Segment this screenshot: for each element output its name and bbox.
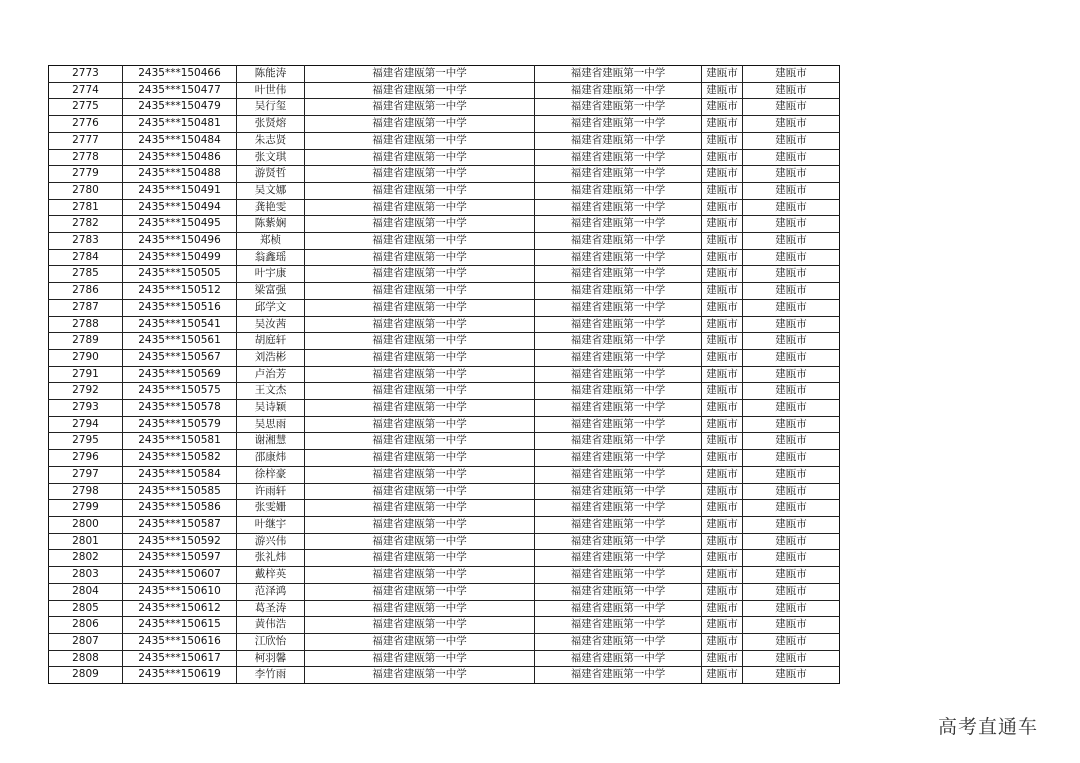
cell-seq: 2780: [49, 182, 123, 199]
cell-name: 范泽鸿: [237, 583, 305, 600]
cell-city: 建瓯市: [743, 383, 840, 400]
cell-exam-no: 2435***150575: [123, 383, 237, 400]
cell-graduated-school: 福建省建瓯第一中学: [305, 233, 535, 250]
cell-graduated-school: 福建省建瓯第一中学: [305, 299, 535, 316]
cell-district: 建瓯市: [702, 132, 743, 149]
cell-name: 陈能涛: [237, 66, 305, 83]
cell-seq: 2783: [49, 233, 123, 250]
cell-school: 福建省建瓯第一中学: [535, 567, 702, 584]
cell-school: 福建省建瓯第一中学: [535, 400, 702, 417]
cell-seq: 2809: [49, 667, 123, 684]
table-row: [49, 433, 840, 450]
cell-name: 张文琪: [237, 149, 305, 166]
cell-graduated-school: 福建省建瓯第一中学: [305, 516, 535, 533]
cell-seq: 2775: [49, 99, 123, 116]
cell-seq: 2790: [49, 349, 123, 366]
cell-exam-no: 2435***150592: [123, 533, 237, 550]
cell-graduated-school: 福建省建瓯第一中学: [305, 82, 535, 99]
cell-exam-no: 2435***150581: [123, 433, 237, 450]
cell-graduated-school: 福建省建瓯第一中学: [305, 433, 535, 450]
cell-name: 吴思雨: [237, 416, 305, 433]
cell-district: 建瓯市: [702, 233, 743, 250]
cell-seq: 2785: [49, 266, 123, 283]
cell-graduated-school: 福建省建瓯第一中学: [305, 216, 535, 233]
cell-city: 建瓯市: [743, 483, 840, 500]
cell-school: 福建省建瓯第一中学: [535, 99, 702, 116]
cell-district: 建瓯市: [702, 416, 743, 433]
cell-school: 福建省建瓯第一中学: [535, 82, 702, 99]
cell-name: 邱学文: [237, 299, 305, 316]
cell-seq: 2778: [49, 149, 123, 166]
cell-exam-no: 2435***150477: [123, 82, 237, 99]
table-row: [49, 383, 840, 400]
cell-district: 建瓯市: [702, 383, 743, 400]
cell-exam-no: 2435***150579: [123, 416, 237, 433]
table-row: [49, 400, 840, 417]
cell-district: 建瓯市: [702, 633, 743, 650]
cell-district: 建瓯市: [702, 650, 743, 667]
cell-graduated-school: 福建省建瓯第一中学: [305, 500, 535, 517]
cell-school: 福建省建瓯第一中学: [535, 466, 702, 483]
cell-district: 建瓯市: [702, 600, 743, 617]
cell-exam-no: 2435***150587: [123, 516, 237, 533]
cell-exam-no: 2435***150607: [123, 567, 237, 584]
cell-school: 福建省建瓯第一中学: [535, 633, 702, 650]
table-row: [49, 283, 840, 300]
cell-exam-no: 2435***150505: [123, 266, 237, 283]
cell-school: 福建省建瓯第一中学: [535, 266, 702, 283]
cell-school: 福建省建瓯第一中学: [535, 199, 702, 216]
cell-school: 福建省建瓯第一中学: [535, 333, 702, 350]
cell-exam-no: 2435***150569: [123, 366, 237, 383]
cell-district: 建瓯市: [702, 249, 743, 266]
cell-seq: 2804: [49, 583, 123, 600]
cell-city: 建瓯市: [743, 299, 840, 316]
table-row: [49, 249, 840, 266]
table-row: [49, 116, 840, 133]
cell-seq: 2784: [49, 249, 123, 266]
cell-district: 建瓯市: [702, 166, 743, 183]
cell-seq: 2782: [49, 216, 123, 233]
cell-district: 建瓯市: [702, 500, 743, 517]
table-row: [49, 349, 840, 366]
cell-graduated-school: 福建省建瓯第一中学: [305, 166, 535, 183]
table-row: [49, 216, 840, 233]
cell-city: 建瓯市: [743, 216, 840, 233]
cell-graduated-school: 福建省建瓯第一中学: [305, 466, 535, 483]
cell-exam-no: 2435***150561: [123, 333, 237, 350]
table-row: [49, 516, 840, 533]
cell-name: 游兴伟: [237, 533, 305, 550]
cell-seq: 2789: [49, 333, 123, 350]
cell-city: 建瓯市: [743, 533, 840, 550]
cell-school: 福建省建瓯第一中学: [535, 617, 702, 634]
cell-exam-no: 2435***150615: [123, 617, 237, 634]
table-row: [49, 66, 840, 83]
cell-graduated-school: 福建省建瓯第一中学: [305, 266, 535, 283]
cell-exam-no: 2435***150484: [123, 132, 237, 149]
cell-exam-no: 2435***150586: [123, 500, 237, 517]
cell-city: 建瓯市: [743, 116, 840, 133]
table-row: [49, 450, 840, 467]
table-row: [49, 316, 840, 333]
cell-name: 张贤熔: [237, 116, 305, 133]
cell-seq: 2803: [49, 567, 123, 584]
table-row: [49, 366, 840, 383]
cell-graduated-school: 福建省建瓯第一中学: [305, 199, 535, 216]
cell-exam-no: 2435***150597: [123, 550, 237, 567]
cell-school: 福建省建瓯第一中学: [535, 216, 702, 233]
cell-name: 陈紫娴: [237, 216, 305, 233]
cell-seq: 2802: [49, 550, 123, 567]
cell-city: 建瓯市: [743, 583, 840, 600]
cell-city: 建瓯市: [743, 650, 840, 667]
cell-name: 卢治芳: [237, 366, 305, 383]
cell-city: 建瓯市: [743, 667, 840, 684]
cell-exam-no: 2435***150584: [123, 466, 237, 483]
cell-school: 福建省建瓯第一中学: [535, 299, 702, 316]
cell-graduated-school: 福建省建瓯第一中学: [305, 567, 535, 584]
cell-district: 建瓯市: [702, 216, 743, 233]
cell-school: 福建省建瓯第一中学: [535, 349, 702, 366]
table-row: [49, 149, 840, 166]
cell-school: 福建省建瓯第一中学: [535, 233, 702, 250]
table-row: [49, 633, 840, 650]
cell-name: 戴梓英: [237, 567, 305, 584]
cell-graduated-school: 福建省建瓯第一中学: [305, 283, 535, 300]
cell-city: 建瓯市: [743, 516, 840, 533]
cell-city: 建瓯市: [743, 349, 840, 366]
cell-seq: 2806: [49, 617, 123, 634]
cell-school: 福建省建瓯第一中学: [535, 516, 702, 533]
cell-name: 游贤哲: [237, 166, 305, 183]
admission-list-table: [48, 65, 840, 684]
table-row: [49, 299, 840, 316]
cell-seq: 2787: [49, 299, 123, 316]
table-row: [49, 416, 840, 433]
cell-school: 福建省建瓯第一中学: [535, 316, 702, 333]
cell-seq: 2797: [49, 466, 123, 483]
cell-name: 朱志贤: [237, 132, 305, 149]
cell-city: 建瓯市: [743, 283, 840, 300]
cell-name: 吴行玺: [237, 99, 305, 116]
cell-city: 建瓯市: [743, 366, 840, 383]
cell-seq: 2794: [49, 416, 123, 433]
table-row: [49, 567, 840, 584]
cell-district: 建瓯市: [702, 199, 743, 216]
cell-district: 建瓯市: [702, 182, 743, 199]
cell-school: 福建省建瓯第一中学: [535, 450, 702, 467]
cell-seq: 2799: [49, 500, 123, 517]
cell-exam-no: 2435***150466: [123, 66, 237, 83]
cell-district: 建瓯市: [702, 149, 743, 166]
cell-district: 建瓯市: [702, 349, 743, 366]
cell-seq: 2798: [49, 483, 123, 500]
cell-exam-no: 2435***150612: [123, 600, 237, 617]
cell-exam-no: 2435***150488: [123, 166, 237, 183]
cell-seq: 2801: [49, 533, 123, 550]
cell-exam-no: 2435***150495: [123, 216, 237, 233]
cell-city: 建瓯市: [743, 400, 840, 417]
cell-district: 建瓯市: [702, 617, 743, 634]
cell-district: 建瓯市: [702, 66, 743, 83]
cell-district: 建瓯市: [702, 450, 743, 467]
cell-name: 谢湘慧: [237, 433, 305, 450]
cell-name: 葛圣涛: [237, 600, 305, 617]
cell-school: 福建省建瓯第一中学: [535, 650, 702, 667]
cell-seq: 2781: [49, 199, 123, 216]
cell-name: 郑桢: [237, 233, 305, 250]
cell-district: 建瓯市: [702, 400, 743, 417]
cell-seq: 2791: [49, 366, 123, 383]
cell-graduated-school: 福建省建瓯第一中学: [305, 249, 535, 266]
cell-exam-no: 2435***150516: [123, 299, 237, 316]
cell-city: 建瓯市: [743, 82, 840, 99]
cell-graduated-school: 福建省建瓯第一中学: [305, 316, 535, 333]
cell-name: 王文杰: [237, 383, 305, 400]
cell-graduated-school: 福建省建瓯第一中学: [305, 182, 535, 199]
table-row: [49, 82, 840, 99]
cell-city: 建瓯市: [743, 266, 840, 283]
table-row: [49, 166, 840, 183]
cell-graduated-school: 福建省建瓯第一中学: [305, 400, 535, 417]
cell-name: 黄伟浩: [237, 617, 305, 634]
cell-graduated-school: 福建省建瓯第一中学: [305, 416, 535, 433]
cell-district: 建瓯市: [702, 366, 743, 383]
cell-school: 福建省建瓯第一中学: [535, 132, 702, 149]
cell-name: 徐梓豪: [237, 466, 305, 483]
cell-graduated-school: 福建省建瓯第一中学: [305, 650, 535, 667]
cell-school: 福建省建瓯第一中学: [535, 550, 702, 567]
cell-district: 建瓯市: [702, 266, 743, 283]
table-row: [49, 550, 840, 567]
cell-district: 建瓯市: [702, 550, 743, 567]
table-row: [49, 650, 840, 667]
table-row: [49, 600, 840, 617]
cell-city: 建瓯市: [743, 450, 840, 467]
cell-district: 建瓯市: [702, 516, 743, 533]
cell-graduated-school: 福建省建瓯第一中学: [305, 550, 535, 567]
cell-district: 建瓯市: [702, 116, 743, 133]
cell-city: 建瓯市: [743, 466, 840, 483]
cell-district: 建瓯市: [702, 333, 743, 350]
cell-graduated-school: 福建省建瓯第一中学: [305, 149, 535, 166]
cell-school: 福建省建瓯第一中学: [535, 249, 702, 266]
cell-exam-no: 2435***150567: [123, 349, 237, 366]
cell-name: 吴文娜: [237, 182, 305, 199]
cell-name: 柯羽馨: [237, 650, 305, 667]
table-row: [49, 583, 840, 600]
cell-school: 福建省建瓯第一中学: [535, 283, 702, 300]
table-row: [49, 182, 840, 199]
cell-city: 建瓯市: [743, 233, 840, 250]
cell-city: 建瓯市: [743, 249, 840, 266]
table-row: [49, 533, 840, 550]
table-row: [49, 617, 840, 634]
cell-city: 建瓯市: [743, 149, 840, 166]
cell-school: 福建省建瓯第一中学: [535, 483, 702, 500]
cell-graduated-school: 福建省建瓯第一中学: [305, 450, 535, 467]
cell-school: 福建省建瓯第一中学: [535, 667, 702, 684]
cell-graduated-school: 福建省建瓯第一中学: [305, 66, 535, 83]
cell-city: 建瓯市: [743, 199, 840, 216]
cell-exam-no: 2435***150585: [123, 483, 237, 500]
cell-exam-no: 2435***150479: [123, 99, 237, 116]
table-row: [49, 199, 840, 216]
cell-city: 建瓯市: [743, 433, 840, 450]
cell-school: 福建省建瓯第一中学: [535, 600, 702, 617]
cell-city: 建瓯市: [743, 617, 840, 634]
cell-seq: 2805: [49, 600, 123, 617]
cell-city: 建瓯市: [743, 600, 840, 617]
cell-city: 建瓯市: [743, 633, 840, 650]
cell-district: 建瓯市: [702, 667, 743, 684]
cell-district: 建瓯市: [702, 299, 743, 316]
cell-name: 李竹雨: [237, 667, 305, 684]
cell-city: 建瓯市: [743, 132, 840, 149]
table-row: [49, 233, 840, 250]
cell-name: 叶世伟: [237, 82, 305, 99]
cell-district: 建瓯市: [702, 583, 743, 600]
cell-school: 福建省建瓯第一中学: [535, 182, 702, 199]
cell-name: 叶继宇: [237, 516, 305, 533]
cell-school: 福建省建瓯第一中学: [535, 166, 702, 183]
cell-city: 建瓯市: [743, 500, 840, 517]
cell-graduated-school: 福建省建瓯第一中学: [305, 617, 535, 634]
cell-graduated-school: 福建省建瓯第一中学: [305, 366, 535, 383]
cell-city: 建瓯市: [743, 550, 840, 567]
cell-name: 张雯姗: [237, 500, 305, 517]
cell-city: 建瓯市: [743, 66, 840, 83]
cell-exam-no: 2435***150578: [123, 400, 237, 417]
cell-seq: 2788: [49, 316, 123, 333]
cell-district: 建瓯市: [702, 433, 743, 450]
cell-city: 建瓯市: [743, 316, 840, 333]
table-row: [49, 99, 840, 116]
cell-school: 福建省建瓯第一中学: [535, 66, 702, 83]
cell-name: 邵康炜: [237, 450, 305, 467]
cell-graduated-school: 福建省建瓯第一中学: [305, 99, 535, 116]
cell-city: 建瓯市: [743, 416, 840, 433]
cell-name: 江欣怡: [237, 633, 305, 650]
cell-school: 福建省建瓯第一中学: [535, 416, 702, 433]
cell-district: 建瓯市: [702, 567, 743, 584]
cell-district: 建瓯市: [702, 99, 743, 116]
cell-school: 福建省建瓯第一中学: [535, 583, 702, 600]
table-row: [49, 132, 840, 149]
cell-name: 叶宇康: [237, 266, 305, 283]
watermark-text: 高考直通车: [938, 716, 1039, 738]
cell-seq: 2795: [49, 433, 123, 450]
cell-district: 建瓯市: [702, 466, 743, 483]
cell-exam-no: 2435***150494: [123, 199, 237, 216]
cell-graduated-school: 福建省建瓯第一中学: [305, 116, 535, 133]
cell-exam-no: 2435***150512: [123, 283, 237, 300]
cell-exam-no: 2435***150610: [123, 583, 237, 600]
cell-seq: 2777: [49, 132, 123, 149]
cell-exam-no: 2435***150616: [123, 633, 237, 650]
cell-school: 福建省建瓯第一中学: [535, 383, 702, 400]
cell-seq: 2796: [49, 450, 123, 467]
table-row: [49, 483, 840, 500]
cell-name: 龚艳雯: [237, 199, 305, 216]
cell-graduated-school: 福建省建瓯第一中学: [305, 600, 535, 617]
cell-seq: 2773: [49, 66, 123, 83]
cell-seq: 2774: [49, 82, 123, 99]
cell-graduated-school: 福建省建瓯第一中学: [305, 333, 535, 350]
table-row: [49, 667, 840, 684]
cell-graduated-school: 福建省建瓯第一中学: [305, 483, 535, 500]
cell-exam-no: 2435***150491: [123, 182, 237, 199]
cell-school: 福建省建瓯第一中学: [535, 433, 702, 450]
table-row: [49, 333, 840, 350]
cell-school: 福建省建瓯第一中学: [535, 149, 702, 166]
cell-name: 胡庭轩: [237, 333, 305, 350]
cell-exam-no: 2435***150617: [123, 650, 237, 667]
cell-name: 吴诗颖: [237, 400, 305, 417]
table-row: [49, 266, 840, 283]
cell-district: 建瓯市: [702, 316, 743, 333]
cell-graduated-school: 福建省建瓯第一中学: [305, 383, 535, 400]
cell-school: 福建省建瓯第一中学: [535, 533, 702, 550]
table-row: [49, 466, 840, 483]
cell-seq: 2776: [49, 116, 123, 133]
cell-district: 建瓯市: [702, 283, 743, 300]
cell-seq: 2807: [49, 633, 123, 650]
cell-school: 福建省建瓯第一中学: [535, 500, 702, 517]
cell-name: 刘浩彬: [237, 349, 305, 366]
cell-exam-no: 2435***150496: [123, 233, 237, 250]
cell-city: 建瓯市: [743, 567, 840, 584]
cell-exam-no: 2435***150499: [123, 249, 237, 266]
cell-seq: 2808: [49, 650, 123, 667]
cell-exam-no: 2435***150481: [123, 116, 237, 133]
cell-district: 建瓯市: [702, 483, 743, 500]
cell-graduated-school: 福建省建瓯第一中学: [305, 349, 535, 366]
cell-exam-no: 2435***150619: [123, 667, 237, 684]
cell-exam-no: 2435***150582: [123, 450, 237, 467]
cell-name: 吴汝茜: [237, 316, 305, 333]
cell-seq: 2779: [49, 166, 123, 183]
cell-district: 建瓯市: [702, 82, 743, 99]
cell-city: 建瓯市: [743, 166, 840, 183]
cell-name: 翁鑫瑶: [237, 249, 305, 266]
cell-school: 福建省建瓯第一中学: [535, 116, 702, 133]
cell-graduated-school: 福建省建瓯第一中学: [305, 633, 535, 650]
cell-name: 许雨轩: [237, 483, 305, 500]
table-body: [49, 66, 840, 684]
cell-exam-no: 2435***150541: [123, 316, 237, 333]
cell-district: 建瓯市: [702, 533, 743, 550]
cell-graduated-school: 福建省建瓯第一中学: [305, 533, 535, 550]
cell-seq: 2793: [49, 400, 123, 417]
cell-exam-no: 2435***150486: [123, 149, 237, 166]
cell-name: 张礼炜: [237, 550, 305, 567]
cell-city: 建瓯市: [743, 182, 840, 199]
cell-seq: 2800: [49, 516, 123, 533]
cell-seq: 2786: [49, 283, 123, 300]
cell-city: 建瓯市: [743, 99, 840, 116]
cell-name: 梁富强: [237, 283, 305, 300]
cell-city: 建瓯市: [743, 333, 840, 350]
cell-graduated-school: 福建省建瓯第一中学: [305, 667, 535, 684]
cell-school: 福建省建瓯第一中学: [535, 366, 702, 383]
cell-graduated-school: 福建省建瓯第一中学: [305, 132, 535, 149]
cell-graduated-school: 福建省建瓯第一中学: [305, 583, 535, 600]
cell-seq: 2792: [49, 383, 123, 400]
table-row: [49, 500, 840, 517]
